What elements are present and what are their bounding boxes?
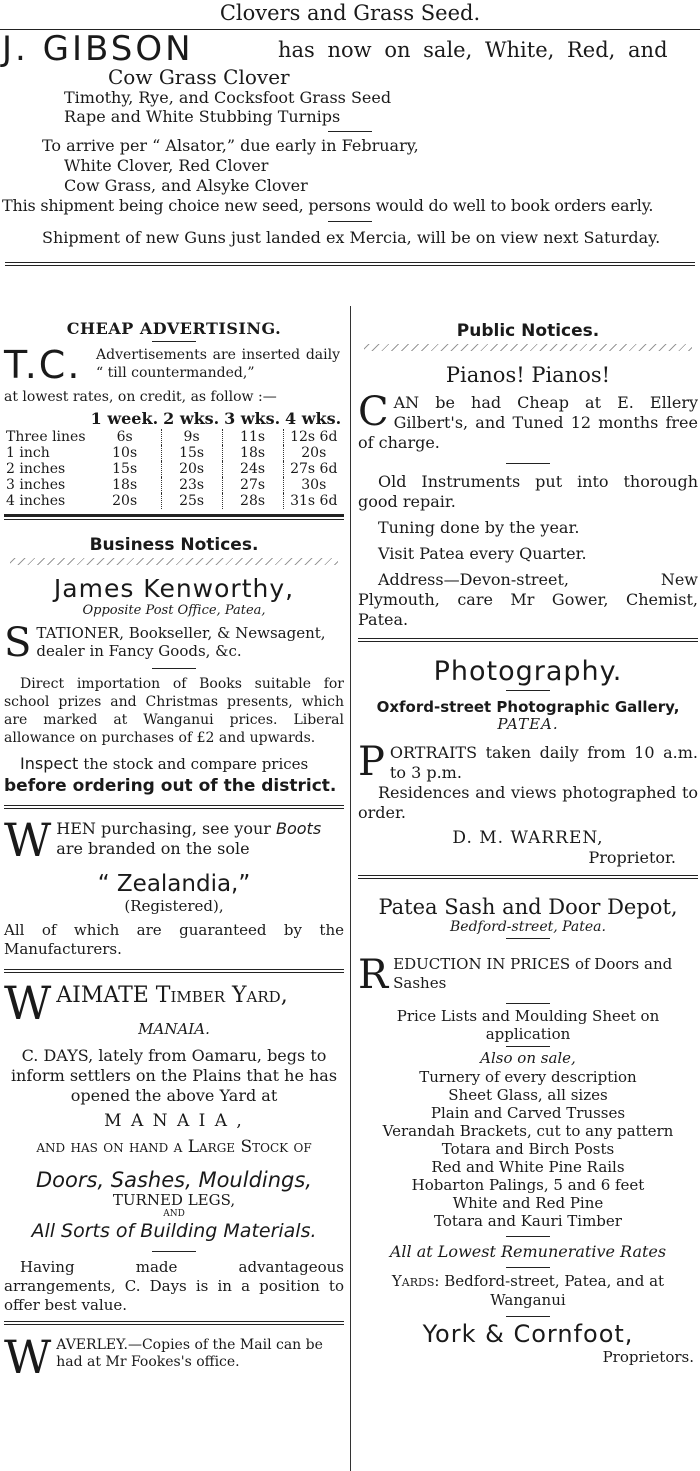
table-cell: 20s xyxy=(112,493,138,510)
table-cell: 15s xyxy=(161,445,222,461)
element: Boots xyxy=(276,819,322,839)
divider xyxy=(506,1267,550,1268)
col-3-wks: 3 wks. xyxy=(224,409,281,429)
table-cell: 3 inches xyxy=(6,477,66,494)
table-cell: 9s xyxy=(161,429,222,445)
gibson-line xyxy=(0,29,700,70)
kenworthy-para: Direct importation of Books suitable for school prizes and Christmas presents, which are marked at Wanganui prices. Liberal allowance on purchases of £2 and upwards. xyxy=(4,676,344,747)
sash-rates: All at Lowest Remunerative Rates xyxy=(389,1241,667,1261)
arrive-item-1: White Clover, Red Clover xyxy=(64,156,269,176)
list-item: Totara and Birch Posts xyxy=(441,1139,615,1158)
element: Yards: xyxy=(391,1272,440,1291)
waimate-text: C. DAYS, lately from Oamaru, begs to inform settlers on the Plains that he has opened the above Yard at xyxy=(10,1046,338,1106)
table-cell: 11s xyxy=(222,429,283,445)
tc-block xyxy=(4,343,344,388)
table-cell: 4 inches xyxy=(6,493,66,510)
column-divider xyxy=(350,306,351,1471)
top-section-rule xyxy=(5,262,695,266)
divider xyxy=(506,938,550,939)
sash-owners: York & Cornfoot, xyxy=(422,1320,634,1349)
list-item: Hobarton Palings, 5 and 6 feet xyxy=(411,1175,645,1194)
kenworthy-desc: TATIONER, Bookseller, & Newsagent, dealer in Fancy Goods, &c. xyxy=(36,624,326,661)
divider xyxy=(328,131,372,132)
wavy-rule xyxy=(10,558,338,565)
tc-initials: T.C. xyxy=(4,343,82,388)
rates-header xyxy=(4,410,344,428)
pianos-title: Pianos! Pianos! xyxy=(445,362,611,387)
photo-title: Photography. xyxy=(433,655,623,687)
photo-owner: D. M. WARREN, xyxy=(452,828,604,849)
sash-yards xyxy=(358,1272,698,1310)
table-cell: 1 inch xyxy=(6,444,50,461)
element: C xyxy=(358,388,389,435)
list-item: Plain and Carved Trusses xyxy=(430,1103,626,1122)
arrive-line: To arrive per “ Alsator,” due early in February, xyxy=(42,136,419,156)
pianos-line-1: Old Instruments put into thorough good repair. xyxy=(358,471,698,511)
element: before ordering out of the district. xyxy=(4,776,337,797)
element: AVERLEY.—Copies of the Mail can be had at Mr Fookes's office. xyxy=(56,1337,323,1371)
col-2-wks: 2 wks. xyxy=(163,409,220,429)
element: ORTRAITS taken daily from 10 a.m. to 3 p.m. xyxy=(389,743,698,783)
sash-address: Bedford-street, Patea. xyxy=(450,919,606,936)
table-cell: 6s xyxy=(116,428,133,445)
divider xyxy=(152,1251,196,1252)
left-column xyxy=(4,306,344,1385)
list-item: Sheet Glass, all sizes xyxy=(448,1085,608,1104)
rate-row xyxy=(4,429,344,445)
divider xyxy=(506,1316,550,1317)
section-rule xyxy=(4,969,344,973)
pianos-line-3: Visit Patea every Quarter. xyxy=(378,543,587,563)
kenworthy-location: Opposite Post Office, Patea, xyxy=(82,602,266,618)
element: W xyxy=(4,813,52,868)
waimate-line3: All Sorts of Building Materials. xyxy=(31,1220,317,1243)
element: Bedford-street, Patea, and at Wanganui xyxy=(444,1272,665,1310)
rates-table xyxy=(4,410,344,509)
sash-item-list xyxy=(358,1068,698,1230)
table-cell: Three lines xyxy=(6,428,86,445)
boots-block xyxy=(4,813,344,868)
divider xyxy=(506,1236,550,1237)
element: W xyxy=(4,1330,52,1385)
element: the stock and compare prices xyxy=(83,755,309,774)
waimate-stock: and has on hand a Large Stock of xyxy=(36,1136,312,1157)
col-4-wks: 4 wks. xyxy=(285,409,342,429)
clovers-heading: Clovers and Grass Seed. xyxy=(219,1,481,25)
table-cell: 23s xyxy=(161,477,222,493)
gibson-name: J. GIBSON xyxy=(2,29,194,70)
element: W xyxy=(4,976,52,1031)
section-rule xyxy=(358,875,698,879)
photo-role: Proprietor. xyxy=(588,847,676,867)
waimate-line1: Doors, Sashes, Mouldings, xyxy=(36,1167,312,1192)
table-cell: 10s xyxy=(112,444,138,461)
table-cell: 24s xyxy=(222,461,283,477)
rate-row xyxy=(4,445,344,461)
table-cell: 25s xyxy=(161,493,222,509)
business-heading: Business Notices. xyxy=(89,535,259,556)
rate-row xyxy=(4,461,344,477)
table-cell: 20s xyxy=(283,445,344,461)
col-1-week: 1 week. xyxy=(90,409,159,429)
divider xyxy=(152,341,196,342)
advertising-heading: CHEAP ADVERTISING. xyxy=(66,319,282,338)
arrive-item-2: Cow Grass, and Alsyke Clover xyxy=(64,176,308,196)
divider xyxy=(506,1003,550,1004)
inspect-block xyxy=(4,753,344,797)
sash-reduction-block xyxy=(358,952,698,999)
table-cell: 27s xyxy=(222,477,283,493)
gibson-intro: has now on sale, White, Red, and xyxy=(278,38,668,63)
list-item: Turnery of every description xyxy=(419,1067,637,1086)
zealandia-guarantee: All of which are guaranteed by the Manufacturers. xyxy=(4,921,344,959)
element: R xyxy=(358,952,389,999)
zealandia-brand: “ Zealandia,” xyxy=(97,871,251,898)
sash-title: Patea Sash and Door Depot, xyxy=(378,895,678,920)
clovers-advert xyxy=(0,0,700,266)
photo-place: PATEA. xyxy=(497,714,559,733)
table-cell: 31s 6d xyxy=(283,493,344,509)
element: P xyxy=(358,739,385,786)
waimate-line2: TURNED LEGS, xyxy=(112,1190,236,1209)
element: EDUCTION IN PRICES of Doors and Sashes xyxy=(393,955,673,993)
sash-price-lists: Price Lists and Moulding Sheet on application xyxy=(396,1007,660,1044)
element: AIMATE Timber Yard, xyxy=(56,983,288,1009)
list-item: Totara and Kauri Timber xyxy=(434,1211,622,1230)
divider xyxy=(152,668,196,669)
table-cell: 27s 6d xyxy=(283,461,344,477)
pianos-line-4: Address—Devon-street, New Plymouth, care Mr Gower, Chemist, Patea. xyxy=(358,569,698,629)
zealandia-registered: (Registered), xyxy=(124,896,224,915)
photo-text-2: Residences and views photographed to order. xyxy=(358,783,698,823)
list-item: Verandah Brackets, cut to any pattern xyxy=(382,1121,674,1140)
element xyxy=(4,410,89,428)
rate-row xyxy=(4,477,344,493)
table-cell: 18s xyxy=(222,445,283,461)
waimate-place: MANAIA. xyxy=(138,1020,210,1039)
divider xyxy=(506,690,550,691)
list-item: Red and White Pine Rails xyxy=(431,1157,625,1176)
drop-cap-s: S xyxy=(4,620,32,667)
sash-also: Also on sale, xyxy=(480,1049,576,1068)
table-cell: 12s 6d xyxy=(283,429,344,445)
divider xyxy=(328,221,372,222)
pianos-text-block xyxy=(358,388,698,453)
wavy-rule xyxy=(364,344,692,351)
table-cell: 15s xyxy=(112,460,138,477)
clover-item-2: Timothy, Rye, and Cocksfoot Grass Seed xyxy=(64,88,392,108)
photo-text-block xyxy=(358,739,698,786)
section-rule xyxy=(358,638,698,642)
divider xyxy=(506,1046,550,1047)
tc-intro-2: at lowest rates, on credit, as follow :— xyxy=(4,389,277,406)
tc-intro: Advertisements are inserted daily “ till countermanded,” xyxy=(96,347,340,382)
element: Inspect xyxy=(20,754,79,774)
table-cell: 28s xyxy=(222,493,283,509)
kenworthy-name: James Kenworthy, xyxy=(53,573,295,603)
waimate-closing: Having made advantageous arrangements, C. Days is in a position to offer best value. xyxy=(4,1258,344,1315)
element: AN be had Cheap at E. Ellery Gilbert's, and Tuned 12 months free of charge. xyxy=(358,392,698,452)
section-rule xyxy=(4,1321,344,1325)
list-item: White and Red Pine xyxy=(452,1193,604,1212)
table-cell: 18s xyxy=(112,477,138,494)
waimate-and: AND xyxy=(163,1208,185,1219)
rate-row xyxy=(4,493,344,509)
waverley-block xyxy=(4,1330,344,1385)
pianos-line-2: Tuning done by the year. xyxy=(378,517,580,537)
divider xyxy=(506,463,550,464)
clover-item-3: Rape and White Stubbing Turnips xyxy=(64,107,341,127)
public-heading: Public Notices. xyxy=(456,321,600,341)
shipment-text: This shipment being choice new seed, persons would do well to book orders early. xyxy=(2,196,654,216)
table-cell: 20s xyxy=(161,461,222,477)
guns-text: Shipment of new Guns just landed ex Mercia, will be on view next Saturday. xyxy=(42,228,661,248)
kenworthy-desc-block xyxy=(4,620,344,667)
right-column xyxy=(358,306,698,1366)
sash-role: Proprietors. xyxy=(602,1347,694,1366)
table-cell: 2 inches xyxy=(6,460,66,477)
waimate-place2: M A N A I A , xyxy=(104,1111,244,1132)
clover-item-1: Cow Grass Clover xyxy=(108,65,290,90)
table-cell: 30s xyxy=(283,477,344,493)
photo-gallery: Oxford-street Photographic Gallery, xyxy=(376,697,680,716)
element: HEN purchasing, see your xyxy=(56,819,271,839)
section-rule xyxy=(4,514,344,520)
section-rule xyxy=(4,805,344,809)
element: are branded on the sole xyxy=(56,839,250,859)
